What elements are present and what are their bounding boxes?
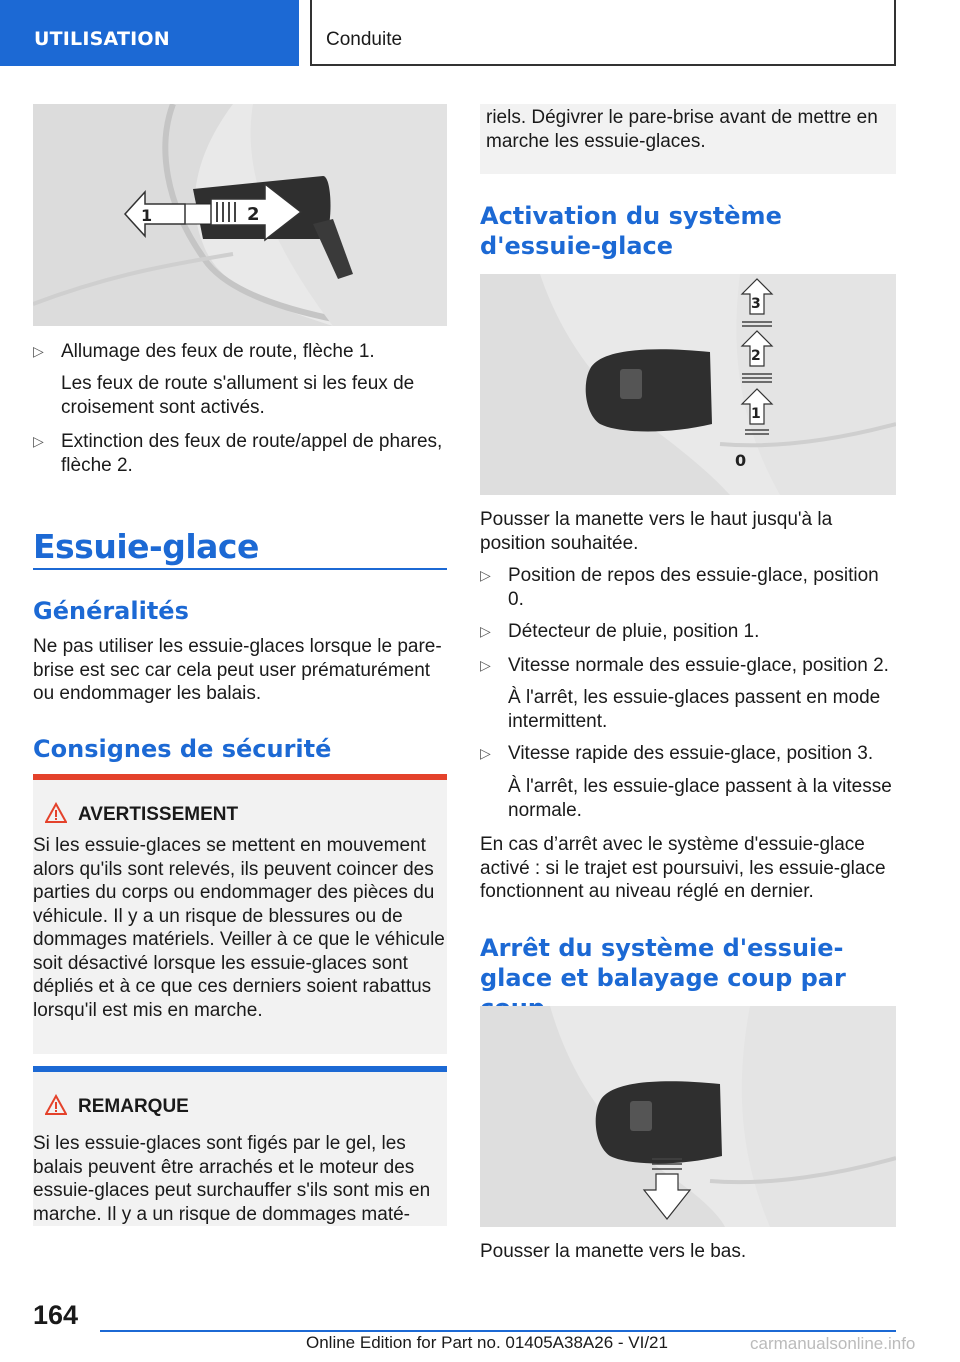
notice-continuation-text: riels. Dégivrer le pare-brise avant de mettre en marche les essuie-glaces. — [486, 107, 878, 152]
notice-text: Si les essuie-glaces sont figés par le gel, les balais peuvent être arrachés et le moteur des essuie-glaces peut surchauffer s'ils sont mis en marche. Il y a un risque de dommages maté- — [33, 1133, 431, 1225]
warning-triangle-icon — [45, 802, 67, 824]
warning-triangle-icon — [45, 1094, 67, 1116]
position-1-label: 1 — [751, 406, 761, 422]
watermark: carmanualsonline.info — [750, 1334, 916, 1353]
position-0-label: 0 — [735, 451, 747, 470]
bullet-subtext: À l'arrêt, les essuie-glaces passent en mode intermittent. — [508, 687, 881, 732]
position-3-label: 3 — [751, 296, 761, 312]
notice-continuation-box — [480, 104, 896, 174]
bullet-text: Vitesse rapide des essuie-glace, position 3. — [508, 743, 874, 764]
triangle-bullet-icon: ▷ — [480, 657, 491, 673]
position-2-label: 2 — [751, 348, 761, 364]
footer-edition: Online Edition for Part no. 01405A38A26 - VI/21 — [306, 1333, 668, 1352]
warning-title: AVERTISSEMENT — [78, 804, 239, 825]
arrow-2-label: 2 — [247, 204, 260, 225]
stalk-illustration-wiper-down — [480, 1006, 896, 1227]
section-tab[interactable] — [0, 0, 299, 66]
section-divider — [33, 568, 447, 570]
footer-divider — [100, 1330, 896, 1332]
section-label: UTILISATION — [34, 28, 170, 50]
triangle-bullet-icon: ▷ — [33, 343, 44, 359]
bullet-subtext: À l'arrêt, les essuie-glace passent à la vitesse normale. — [508, 776, 892, 821]
warning-box — [33, 774, 447, 1054]
triangle-bullet-icon: ▷ — [33, 433, 44, 449]
safety-heading: Consignes de sécurité — [33, 735, 332, 763]
page-number: 164 — [33, 1300, 79, 1330]
notice-box — [33, 1066, 447, 1226]
bullet-text: Détecteur de pluie, position 1. — [508, 621, 760, 642]
arrow-1-label: 1 — [141, 206, 153, 225]
chapter-header — [310, 0, 896, 66]
stop-paragraph: En cas d’arrêt avec le système d'essuie-glace activé : si le trajet est poursuivi, les essuie-glace fonctionnent au niveau réglé en dernier. — [480, 834, 886, 902]
triangle-bullet-icon: ▷ — [480, 567, 491, 583]
stalk-illustration-wiper-up — [480, 274, 896, 495]
stop-heading: Arrêt du système d'essuie-glace et balayage coup par — [480, 934, 846, 992]
warning-text: Si les essuie-glaces se mettent en mouvement alors qu'ils sont relevés, ils peuvent coincer des parties du corps ou endommager des pièces du véhicule. Il y a un risque de blessures ou de dommages matériels. Veiller à ce que le véhicule soit désactivé lorsque les essuie-glaces sont dépliés et à ce que ces derniers soient rabattus lorsqu'il est mis en marche. — [33, 835, 445, 1021]
general-paragraph: Ne pas utiliser les essuie-glaces lorsque le pare-brise est sec car cela peut user prématurément ou endommager les balais. — [33, 636, 442, 704]
bullet-text: Allumage des feux de route, flèche 1. — [61, 341, 375, 362]
push-down-paragraph: Pousser la manette vers le bas. — [480, 1241, 747, 1262]
bullet-subtext: Les feux de route s'allument si les feux de croisement sont activés. — [61, 373, 415, 418]
activation-heading: Activation du système d'essuie-glace — [480, 202, 782, 260]
section-title: Essuie-glace — [33, 527, 259, 566]
bullet-text: Position de repos des essuie-glace, position 0. — [508, 565, 879, 610]
chapter-label: Conduite — [326, 29, 403, 50]
bullet-text: Extinction des feux de route/appel de phares, flèche 2. — [61, 431, 443, 476]
general-heading: Généralités — [33, 597, 189, 625]
push-up-paragraph: Pousser la manette vers le haut jusqu'à la position souhaitée. — [480, 509, 833, 554]
triangle-bullet-icon: ▷ — [480, 623, 491, 639]
bullet-text: Vitesse normale des essuie-glace, position 2. — [508, 655, 889, 676]
stalk-illustration-high-beam — [33, 104, 447, 326]
triangle-bullet-icon: ▷ — [480, 745, 491, 761]
notice-title: REMARQUE — [78, 1096, 189, 1117]
